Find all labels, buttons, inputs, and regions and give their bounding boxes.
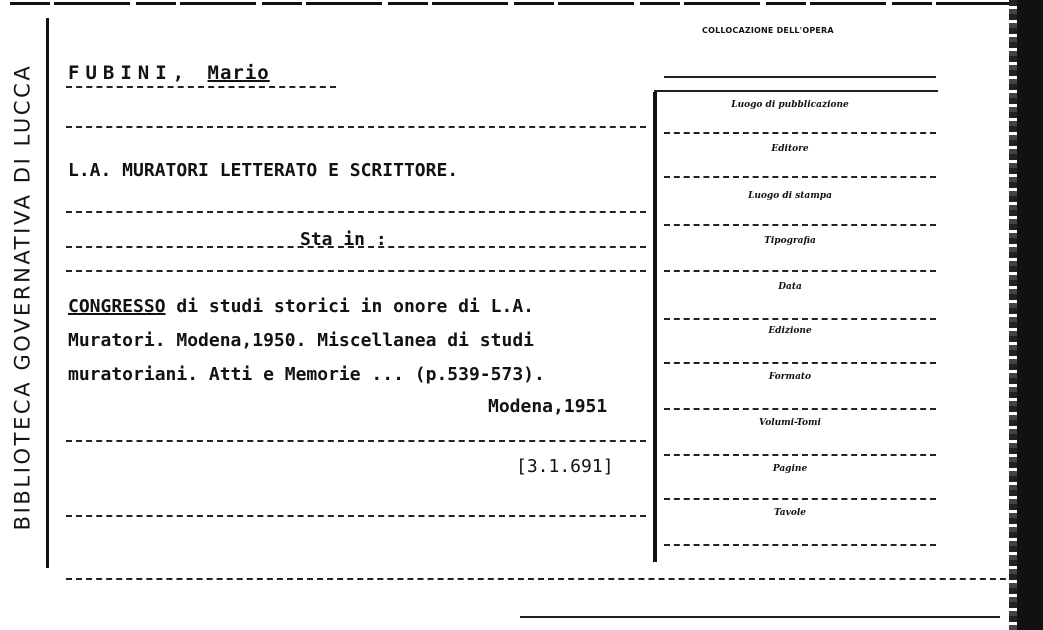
reference-line-1-rest: di studi storici in onore di L.A.	[165, 296, 535, 317]
work-title: L.A. MURATORI LETTERATO E SCRITTORE.	[68, 160, 459, 181]
bottom-rule-2	[520, 616, 1000, 618]
field-date: Data	[778, 282, 802, 292]
field-place-of-publication: Luogo di pubblicazione	[731, 100, 849, 110]
author-rule	[66, 86, 336, 88]
reference-line-2: Muratori. Modena,1950. Miscellanea di studi	[68, 330, 534, 351]
field-rule-2	[664, 176, 936, 178]
in-label: Sta in :	[300, 229, 387, 250]
author-line	[68, 62, 270, 84]
reference-line-3: muratoriani. Atti e Memorie ... (p.539-573).	[68, 364, 545, 385]
field-edition: Edizione	[768, 326, 812, 336]
field-rule-7	[664, 408, 936, 410]
field-volumes: Volumi-Tomi	[759, 418, 821, 428]
right-rule-top	[664, 76, 936, 78]
field-pages: Pagine	[772, 464, 808, 474]
left-margin-rule	[46, 18, 49, 568]
field-printer: Tipografia	[764, 236, 816, 246]
rule-3	[66, 211, 646, 213]
field-rule-10	[664, 544, 936, 546]
library-name: BIBLIOTECA GOVERNATIVA DI LUCCA	[10, 63, 34, 531]
field-rule-4	[664, 270, 936, 272]
reference-congress: CONGRESSO	[68, 296, 166, 317]
reference-line-1	[68, 296, 534, 317]
reference-line-4: Modena,1951	[488, 396, 608, 417]
author-surname: FUBINI,	[68, 62, 191, 84]
card-edge-texture	[1009, 0, 1017, 630]
top-edge-rule	[10, 2, 1010, 5]
field-plates: Tavole	[773, 508, 807, 518]
shelfmark: [3.1.691]	[516, 456, 614, 477]
rule-2	[66, 126, 646, 128]
card-edge-shadow	[1017, 0, 1043, 630]
field-rule-3	[664, 224, 936, 226]
field-rule-5	[664, 318, 936, 320]
location-header: COLLOCAZIONE DELL'OPERA	[702, 26, 834, 35]
rule-7	[66, 515, 646, 517]
field-place-of-printing: Luogo di stampa	[748, 191, 832, 201]
field-publisher: Editore	[771, 144, 809, 154]
column-divider	[653, 92, 657, 562]
bottom-rule	[66, 578, 1016, 580]
field-format: Formato	[768, 372, 812, 382]
rule-5	[66, 270, 646, 272]
library-stamp	[6, 22, 38, 572]
rule-6	[66, 440, 646, 442]
field-rule-8	[664, 454, 936, 456]
field-rule-1	[664, 132, 936, 134]
right-rule-top2	[654, 90, 938, 92]
field-rule-9	[664, 498, 936, 500]
author-given-name: Mario	[207, 62, 270, 84]
field-rule-6	[664, 362, 936, 364]
